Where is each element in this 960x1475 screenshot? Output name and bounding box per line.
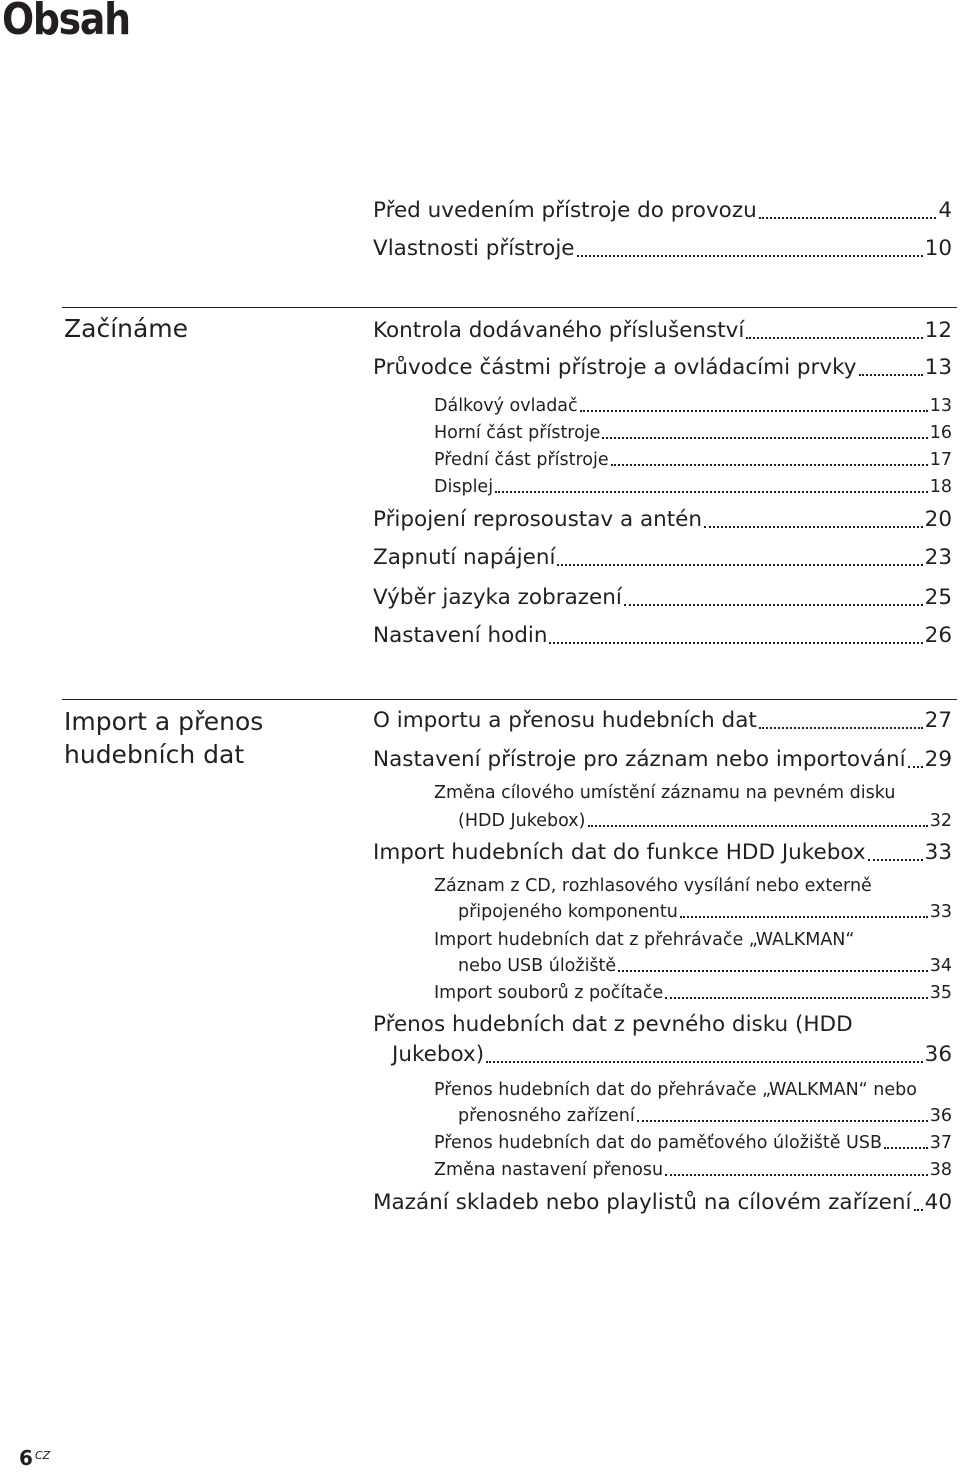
toc-entry-page: 17 <box>929 450 952 470</box>
toc-entry-page: 33 <box>924 840 952 865</box>
toc-entry[interactable] <box>373 840 952 865</box>
toc-entry-label: Přední část přístroje <box>434 450 609 470</box>
toc-entry-page: 36 <box>929 1106 952 1126</box>
toc-subentry[interactable] <box>434 983 952 1003</box>
toc-entry-label: Průvodce částmi přístroje a ovládacími prvky <box>373 355 857 380</box>
toc-entry-label: Import souborů z počítače <box>434 983 664 1003</box>
section-divider <box>62 307 957 308</box>
toc-entry-page: 25 <box>924 585 952 610</box>
toc-entry-label: Jukebox) <box>392 1042 485 1067</box>
toc-entry-intro[interactable] <box>373 236 952 261</box>
toc-entry[interactable] <box>373 623 952 648</box>
toc-entry-page: 34 <box>929 956 952 976</box>
toc-entry[interactable] <box>373 585 952 610</box>
toc-entry-page: 20 <box>924 507 952 532</box>
toc-entry-label: připojeného komponentu <box>458 902 678 922</box>
toc-entry-label: Mazání skladeb nebo playlistů na cílovém zařízení <box>373 1190 912 1215</box>
toc-entry[interactable] <box>373 1190 952 1215</box>
toc-entry-label: Vlastnosti přístroje <box>373 236 575 261</box>
toc-subentry[interactable] <box>434 396 952 416</box>
dot-leader <box>618 970 928 972</box>
toc-entry-page: 16 <box>929 423 952 443</box>
dot-leader <box>557 564 922 566</box>
dot-leader <box>486 1061 923 1063</box>
toc-entry-page: 13 <box>924 355 952 380</box>
dot-leader <box>665 1174 928 1176</box>
toc-entry-label: Dálkový ovladač <box>434 396 578 416</box>
toc-entry-label: Displej <box>434 477 494 497</box>
toc-subentry[interactable] <box>434 1133 952 1153</box>
toc-subentry[interactable] <box>434 423 952 443</box>
toc-entry-label: Před uvedením přístroje do provozu <box>373 198 757 223</box>
page-number: 6 <box>19 1446 33 1470</box>
toc-entry-page: 18 <box>929 477 952 497</box>
dot-leader <box>759 217 937 219</box>
dot-leader <box>549 642 922 644</box>
section-divider <box>62 699 957 700</box>
toc-entry[interactable] <box>373 318 952 343</box>
toc-entry-label: Horní část přístroje <box>434 423 601 443</box>
dot-leader <box>665 997 927 999</box>
section-title: Import a přenos hudebních dat <box>64 707 264 769</box>
toc-entry-page: 13 <box>929 396 952 416</box>
section-title: Začínáme <box>64 314 189 343</box>
toc-entry-label: Výběr jazyka zobrazení <box>373 585 622 610</box>
toc-entry-page: 35 <box>929 983 952 1003</box>
toc-entry-page: 26 <box>924 623 952 648</box>
toc-entry-label: Přenos hudebních dat do paměťového úložiště USB <box>434 1133 882 1153</box>
dot-leader <box>588 825 928 827</box>
toc-entry[interactable] <box>373 747 952 772</box>
dot-leader <box>908 766 923 768</box>
toc-entry-label: O importu a přenosu hudebních dat <box>373 708 757 733</box>
toc-entry-label: Nastavení přístroje pro záznam nebo importování <box>373 747 906 772</box>
page-title: Obsah <box>2 0 130 45</box>
toc-subentry[interactable] <box>458 1106 952 1126</box>
dot-leader <box>580 410 928 412</box>
toc-entry-page: 27 <box>924 708 952 733</box>
toc-entry-first-line: Přenos hudebních dat z pevného disku (HDD <box>373 1012 853 1037</box>
dot-leader <box>611 464 928 466</box>
toc-entry[interactable] <box>373 355 952 380</box>
dot-leader <box>914 1209 923 1211</box>
toc-subentry[interactable] <box>458 956 952 976</box>
toc-entry[interactable] <box>392 1042 952 1067</box>
toc-entry-page: 4 <box>938 198 952 223</box>
toc-entry-label: (HDD Jukebox) <box>458 811 586 831</box>
toc-entry-label: Nastavení hodin <box>373 623 548 648</box>
dot-leader <box>859 374 923 376</box>
toc-entry-label: přenosného zařízení <box>458 1106 635 1126</box>
toc-entry-page: 32 <box>929 811 952 831</box>
toc-entry-page: 33 <box>929 902 952 922</box>
language-code: CZ <box>35 1449 51 1462</box>
toc-entry-page: 10 <box>924 236 952 261</box>
dot-leader <box>577 255 923 257</box>
toc-subentry[interactable] <box>458 902 952 922</box>
toc-subentry[interactable] <box>434 450 952 470</box>
toc-entry[interactable] <box>373 507 952 532</box>
toc-entry-label: Změna nastavení přenosu <box>434 1160 664 1180</box>
toc-subentry-first-line: Změna cílového umístění záznamu na pevném disku <box>434 783 896 803</box>
dot-leader <box>868 859 923 861</box>
toc-subentry[interactable] <box>434 477 952 497</box>
dot-leader <box>759 727 923 729</box>
dot-leader <box>624 604 923 606</box>
toc-entry-label: Kontrola dodávaného příslušenství <box>373 318 745 343</box>
dot-leader <box>704 526 923 528</box>
toc-entry-label: nebo USB úložiště <box>458 956 617 976</box>
toc-entry-page: 29 <box>924 747 952 772</box>
dot-leader <box>495 491 928 493</box>
toc-entry-page: 36 <box>924 1042 952 1067</box>
toc-entry-page: 12 <box>924 318 952 343</box>
toc-entry-label: Zapnutí napájení <box>373 545 556 570</box>
toc-entry[interactable] <box>373 708 952 733</box>
toc-entry-label: Import hudebních dat do funkce HDD Jukebox <box>373 840 866 865</box>
toc-subentry-first-line: Záznam z CD, rozhlasového vysílání nebo externě <box>434 876 872 896</box>
dot-leader <box>884 1147 928 1149</box>
toc-entry[interactable] <box>373 545 952 570</box>
toc-entry-page: 40 <box>924 1190 952 1215</box>
toc-entry-page: 37 <box>929 1133 952 1153</box>
toc-subentry[interactable] <box>458 811 952 831</box>
toc-entry-page: 38 <box>929 1160 952 1180</box>
dot-leader <box>602 437 927 439</box>
toc-subentry-first-line: Import hudebních dat z přehrávače „WALKMAN“ <box>434 930 855 950</box>
toc-entry-label: Připojení reprosoustav a antén <box>373 507 703 532</box>
toc-subentry-first-line: Přenos hudebních dat do přehrávače „WALKMAN“ nebo <box>434 1080 917 1100</box>
toc-subentry[interactable] <box>434 1160 952 1180</box>
dot-leader <box>637 1120 928 1122</box>
toc-entry-page: 23 <box>924 545 952 570</box>
dot-leader <box>680 916 928 918</box>
dot-leader <box>746 337 922 339</box>
toc-entry-intro[interactable] <box>373 198 952 223</box>
